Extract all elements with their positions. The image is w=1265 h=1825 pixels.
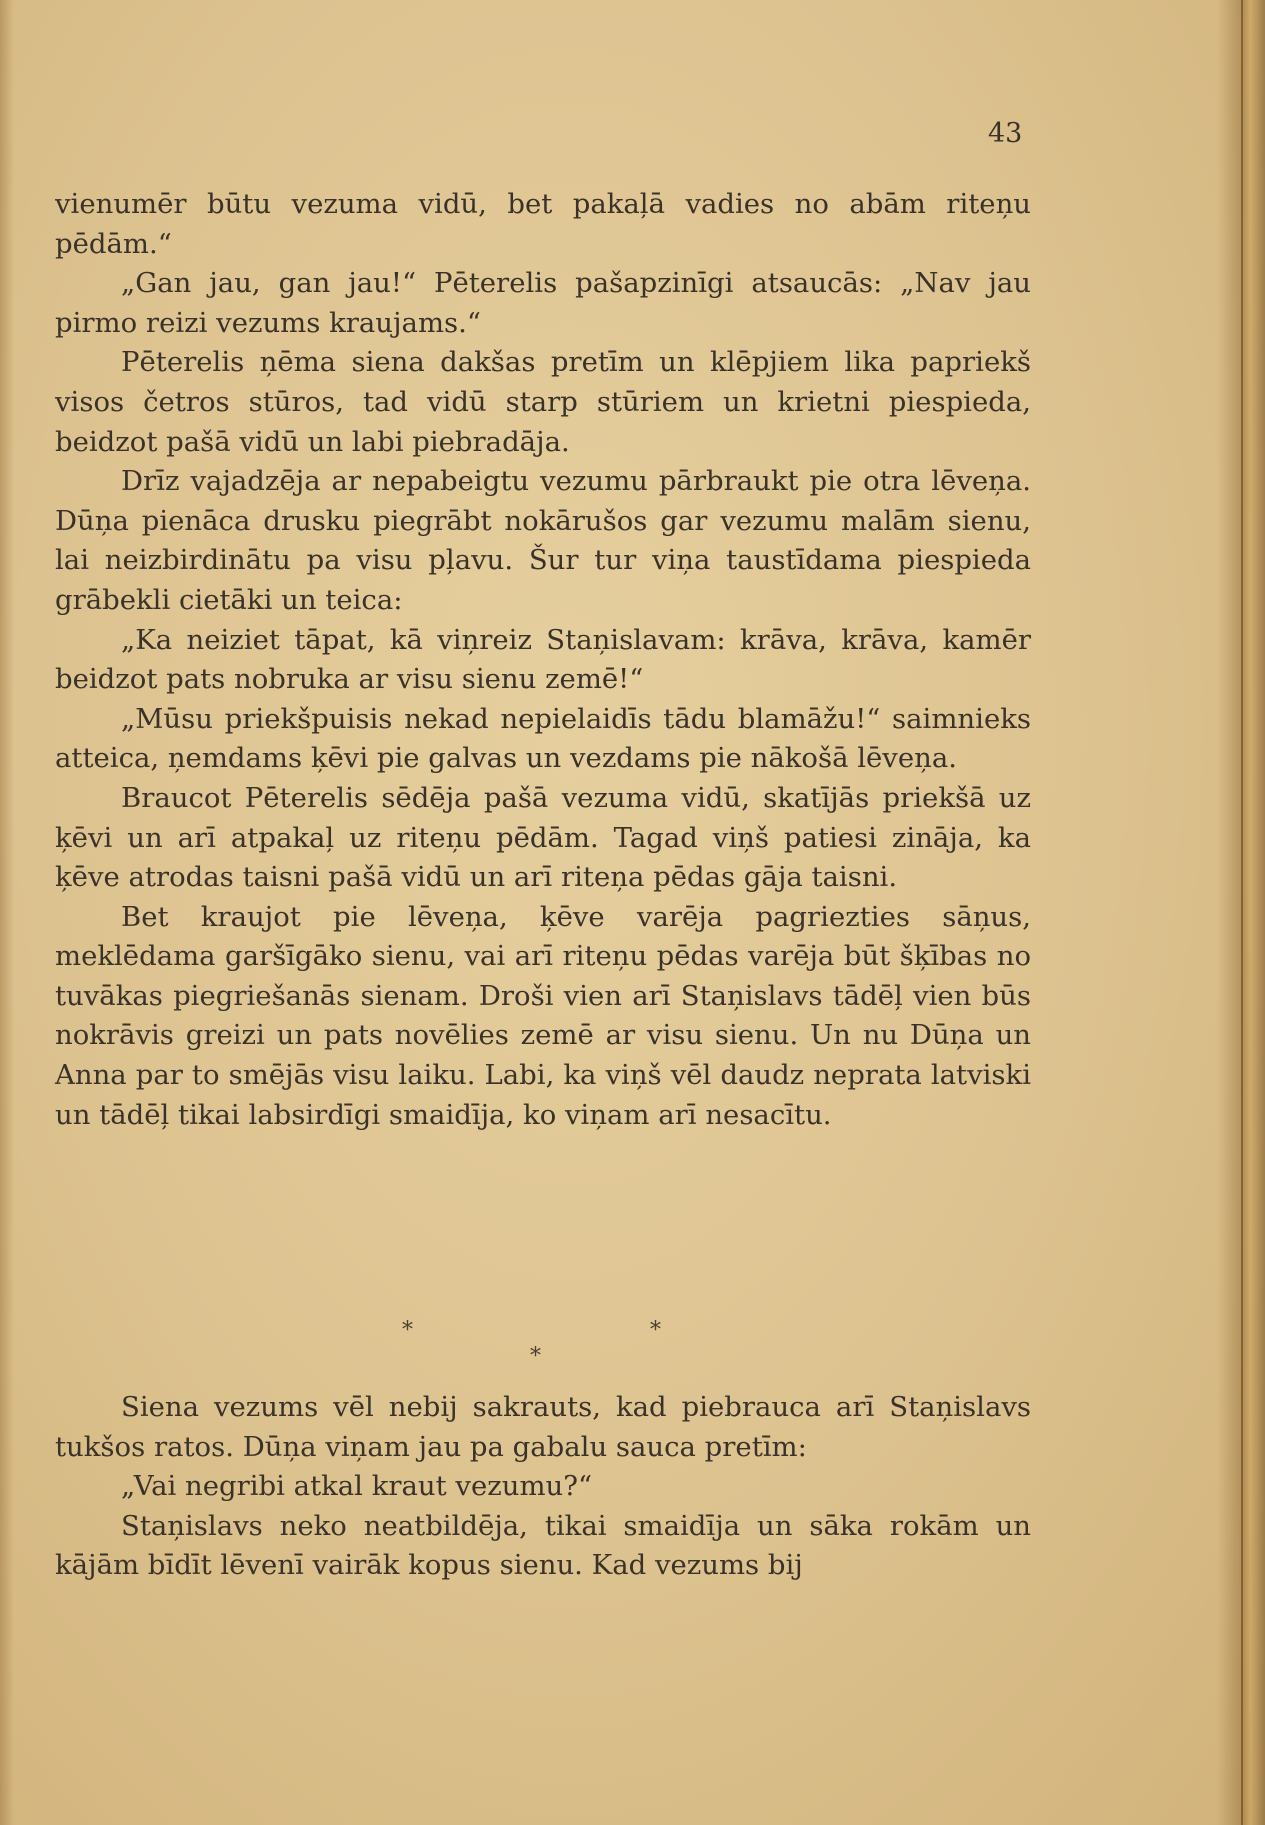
paragraph: „Ka neiziet tāpat, kā viņreiz Staņislavam: krāva, krāva, kamēr beidzot pats nobruka ar visu sienu zemē!“ [55,623,1031,696]
paragraph: Staņislavs neko neatbildēja, tikai smaidīja un sāka rokām un kājām bīdīt lēvenī vairāk kopus sienu. Kad vezums bij [55,1509,1031,1582]
paragraph: Bet kraujot pie lēveņa, ķēve varēja pagriezties sāņus, meklēdama garšīgāko sienu, vai arī riteņu pēdas varēja būt šķības no tuvākas piegriešanās sienam. Droši vien arī Staņislavs tādēļ vien būs nokrāvis greizi un pats novēlies zemē ar visu sienu. Un nu Dūņa un Anna par to smējās visu laiku. Labi, ka viņš vēl daudz neprata latviski un tādēļ tikai labsirdīgi smaidīja, ko viņam arī nesacītu. [55,900,1031,1131]
paragraph: Braucot Pēterelis sēdēja pašā vezuma vidū, skatījās priekšā uz ķēvi un arī atpakaļ uz riteņu pēdām. Tagad viņš patiesi zināja, ka ķēve atrodas taisni pašā vidū un arī riteņa pēdas gāja taisni. [55,781,1031,894]
paragraph: Pēterelis ņēma siena dakšas pretīm un klēpjiem lika papriekš visos četros stūros, tad vidū starp stūriem un krietni piespieda, beidzot pašā vidū un labi piebradāja. [55,346,1031,458]
paragraph: „Gan jau, gan jau!“ Pēterelis pašapzinīgi atsaucās: „Nav jau pirmo reizi vezums kraujams.“ [55,267,1031,339]
separator-asterisk: * [650,1318,661,1343]
page-left-edge [0,0,14,1825]
body-text-before-break [55,185,1031,1135]
binding-fold-line [1241,0,1243,1825]
separator-asterisk: * [530,1344,541,1369]
section-separator [380,1318,680,1378]
paragraph: Siena vezums vēl nebij sakrauts, kad piebrauca arī Staņislavs tukšos ratos. Dūņa viņam jau pa gabalu sauca pretīm: [55,1391,1031,1463]
page-number: 43 [988,118,1023,149]
body-text-after-break [55,1388,1031,1586]
paragraph: „Vai negribi atkal kraut vezumu?“ [121,1470,593,1503]
paragraph: vienumēr būtu vezuma vidū, bet pakaļā vadies no abām riteņu pēdām.“ [55,188,1031,260]
paragraph: „Mūsu priekšpuisis nekad nepielaidīs tādu blamāžu!“ saimnieks atteica, ņemdams ķēvi pie galvas un vezdams pie nākošā lēveņa. [55,702,1031,775]
paragraph: Drīz vajadzēja ar nepabeigtu vezumu pārbraukt pie otra lēveņa. Dūņa pienāca drusku piegrābt nokārušos gar vezumu malām sienu, lai neizbirdinātu pa visu pļavu. Šur tur viņa taustīdama piespieda grābekli cietāki un teica: [55,465,1031,616]
separator-asterisk: * [402,1318,413,1343]
